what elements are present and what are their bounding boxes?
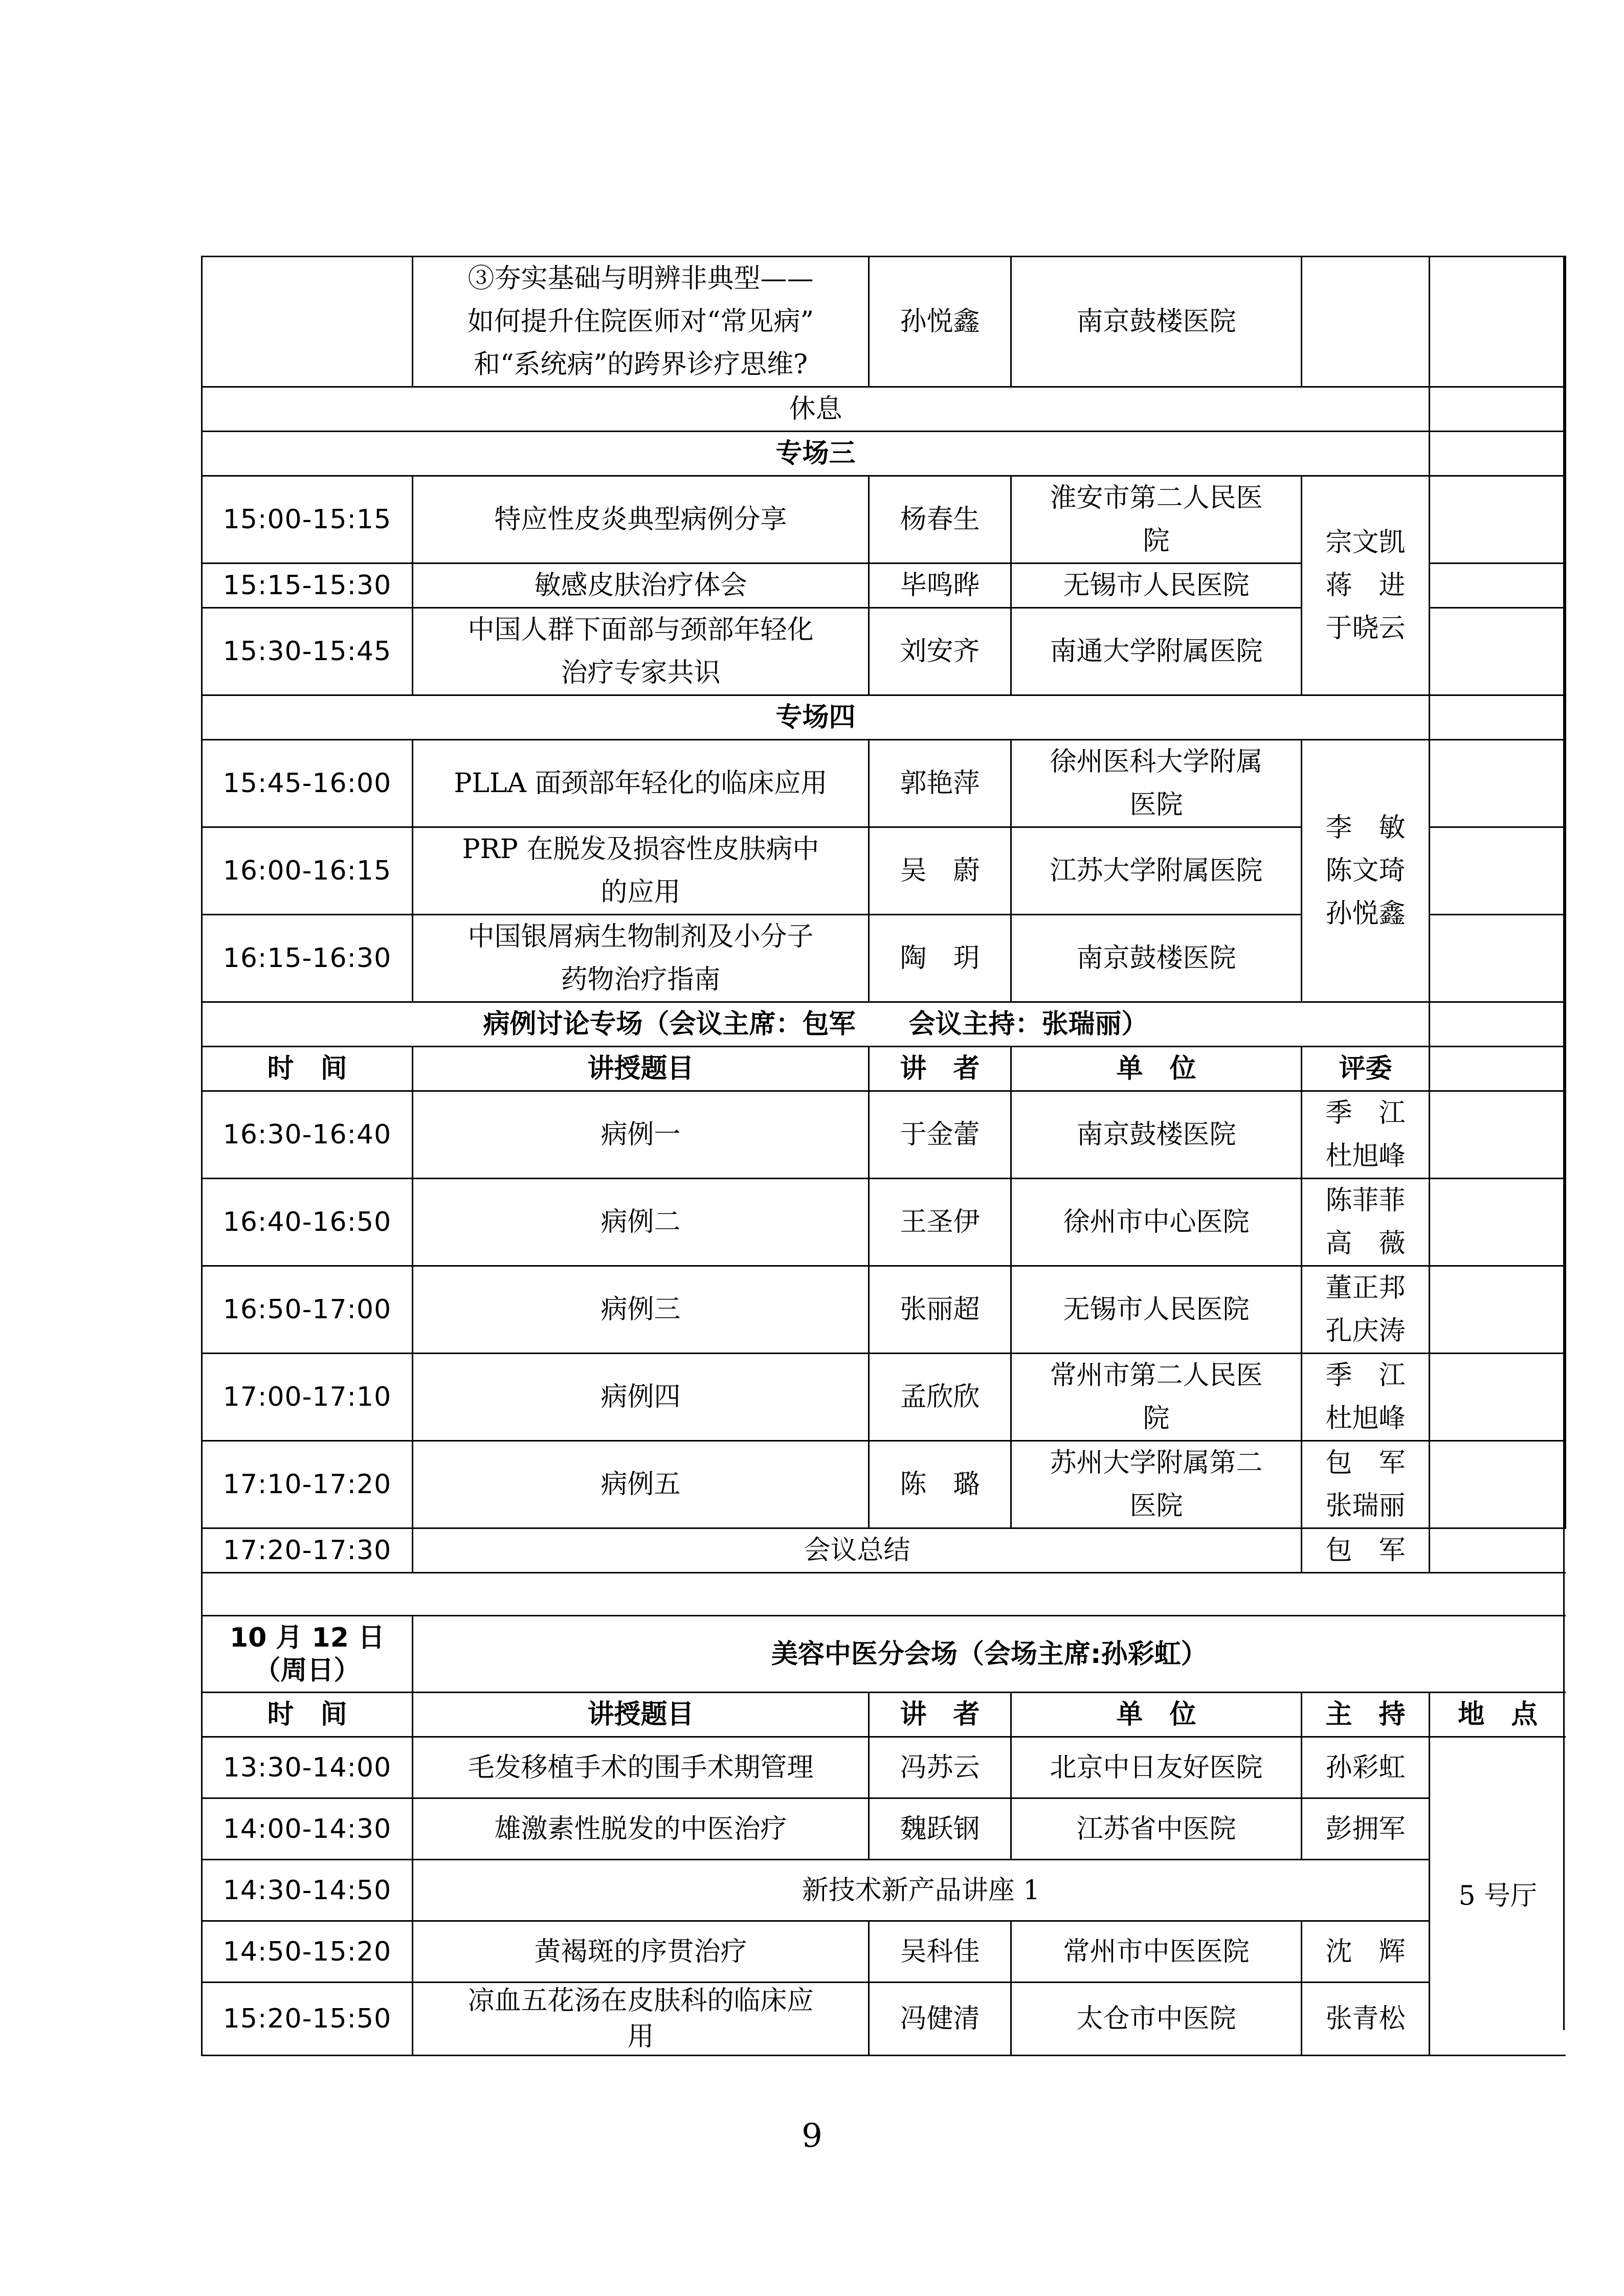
host-cell: 李 敏 陈文琦 孙悦鑫 (1302, 740, 1430, 1002)
blank-cell (1430, 1002, 1566, 1047)
topic-cell: 敏感皮肤治疗体会 (413, 564, 869, 608)
header-judge: 评委 (1302, 1047, 1430, 1091)
time-cell: 13:30-14:00 (202, 1737, 413, 1798)
speaker-cell: 陈 璐 (869, 1441, 1011, 1528)
speaker-cell: 吴科佳 (869, 1921, 1011, 1983)
unit-cell: 江苏大学附属医院 (1011, 827, 1302, 915)
speaker-cell: 冯健清 (869, 1983, 1011, 2056)
date-cell: 10 月 12 日 （周日） (202, 1616, 413, 1693)
column-header-row (202, 1047, 1566, 1091)
time-cell: 14:50-15:20 (202, 1921, 413, 1983)
unit-cell: 南京鼓楼医院 (1011, 1091, 1302, 1179)
time-cell: 15:20-15:50 (202, 1983, 413, 2056)
topic-cell: ③夯实基础与明辨非典型—— 如何提升住院医师对“常见病” 和“系统病”的跨界诊疗思维? (413, 257, 869, 387)
judge-cell: 董正邦 孔庆涛 (1302, 1266, 1430, 1354)
speaker-cell: 陶 玥 (869, 915, 1011, 1002)
table-row (202, 1266, 1566, 1354)
topic-cell: 病例三 (413, 1266, 869, 1354)
time-cell: 16:00-16:15 (202, 827, 413, 915)
header-topic: 讲授题目 (413, 1693, 869, 1737)
time-cell: 15:15-15:30 (202, 564, 413, 608)
blank-cell (1430, 1441, 1566, 1528)
header-time: 时 间 (202, 1693, 413, 1737)
summary-row (202, 1528, 1566, 1573)
schedule-table (201, 256, 1566, 2056)
host-cell: 彭拥军 (1302, 1798, 1430, 1860)
table-row (202, 1737, 1566, 1798)
time-cell: 17:00-17:10 (202, 1354, 413, 1441)
time-cell: 17:10-17:20 (202, 1441, 413, 1528)
rest-label: 休息 (202, 387, 1430, 432)
time-cell: 16:15-16:30 (202, 915, 413, 1002)
speaker-cell: 毕鸣晔 (869, 564, 1011, 608)
table-row (202, 1441, 1566, 1528)
header-time: 时 间 (202, 1047, 413, 1091)
page-number: 9 (802, 2117, 822, 2155)
topic-cell: 病例二 (413, 1179, 869, 1266)
rest-row (202, 387, 1566, 432)
topic-cell: 病例五 (413, 1441, 869, 1528)
judge-cell: 包 军 张瑞丽 (1302, 1441, 1430, 1528)
blank-cell (1430, 740, 1566, 827)
session-header-row (202, 1002, 1566, 1047)
header-speaker: 讲 者 (869, 1047, 1011, 1091)
table-row (202, 1921, 1566, 1983)
blank-cell (1430, 1266, 1566, 1354)
unit-cell: 江苏省中医院 (1011, 1798, 1302, 1860)
time-cell: 17:20-17:30 (202, 1528, 413, 1573)
table-row (202, 1798, 1566, 1860)
unit-cell: 无锡市人民医院 (1011, 1266, 1302, 1354)
judge-cell: 季 江 杜旭峰 (1302, 1091, 1430, 1179)
unit-cell: 徐州医科大学附属 医院 (1011, 740, 1302, 827)
blank-cell (1430, 608, 1566, 695)
unit-cell: 南京鼓楼医院 (1011, 257, 1302, 387)
blank-cell (1430, 387, 1566, 432)
header-speaker: 讲 者 (869, 1693, 1011, 1737)
speaker-cell: 郭艳萍 (869, 740, 1011, 827)
header-unit: 单 位 (1011, 1047, 1302, 1091)
time-cell: 15:45-16:00 (202, 740, 413, 827)
blank-cell (1430, 564, 1566, 608)
spacer-row (202, 1573, 1566, 1616)
session-title: 病例讨论专场（会议主席：包军 会议主持：张瑞丽） (202, 1002, 1430, 1047)
time-cell: 14:30-14:50 (202, 1860, 413, 1921)
column-header-row (202, 1693, 1566, 1737)
session-title: 美容中医分会场（会场主席:孙彩虹） (413, 1616, 1566, 1693)
topic-cell: 中国人群下面部与颈部年轻化 治疗专家共识 (413, 608, 869, 695)
time-cell: 15:00-15:15 (202, 476, 413, 564)
header-topic: 讲授题目 (413, 1047, 869, 1091)
speaker-cell: 刘安齐 (869, 608, 1011, 695)
speaker-cell: 杨春生 (869, 476, 1011, 564)
blank-cell (1430, 827, 1566, 915)
speaker-cell: 冯苏云 (869, 1737, 1011, 1798)
spacer-cell (202, 1573, 1566, 1616)
host-cell: 张青松 (1302, 1983, 1430, 2056)
table-row (202, 257, 1566, 387)
judge-cell: 包 军 (1302, 1528, 1430, 1573)
speaker-cell: 孟欣欣 (869, 1354, 1011, 1441)
session-header-row (202, 695, 1566, 740)
blank-cell (1430, 915, 1566, 1002)
topic-cell: 病例一 (413, 1091, 869, 1179)
unit-cell: 淮安市第二人民医 院 (1011, 476, 1302, 564)
table-row (202, 740, 1566, 827)
speaker-cell: 王圣伊 (869, 1179, 1011, 1266)
summary-label: 会议总结 (413, 1528, 1302, 1573)
time-cell: 14:00-14:30 (202, 1798, 413, 1860)
session-header-row (202, 432, 1566, 476)
blank-cell (1430, 695, 1566, 740)
judge-cell: 季 江 杜旭峰 (1302, 1354, 1430, 1441)
time-cell (202, 257, 413, 387)
time-cell: 16:30-16:40 (202, 1091, 413, 1179)
host-cell: 孙彩虹 (1302, 1737, 1430, 1798)
blank-cell (1430, 257, 1566, 387)
topic-cell: PLLA 面颈部年轻化的临床应用 (413, 740, 869, 827)
judge-cell: 陈菲菲 高 薇 (1302, 1179, 1430, 1266)
speaker-cell: 张丽超 (869, 1266, 1011, 1354)
blank-cell (1430, 1091, 1566, 1179)
topic-cell: 病例四 (413, 1354, 869, 1441)
unit-cell: 北京中日友好医院 (1011, 1737, 1302, 1798)
speaker-cell: 吴 蔚 (869, 827, 1011, 915)
speaker-cell: 于金蕾 (869, 1091, 1011, 1179)
session-title: 专场四 (202, 695, 1430, 740)
blank-cell (1430, 1354, 1566, 1441)
blank-cell (1430, 476, 1566, 564)
topic-cell: PRP 在脱发及损容性皮肤病中 的应用 (413, 827, 869, 915)
topic-cell: 中国银屑病生物制剂及小分子 药物治疗指南 (413, 915, 869, 1002)
lecture-label: 新技术新产品讲座 1 (413, 1860, 1430, 1921)
table-row (202, 1179, 1566, 1266)
unit-cell: 徐州市中心医院 (1011, 1179, 1302, 1266)
host-cell: 沈 辉 (1302, 1921, 1430, 1983)
unit-cell: 南通大学附属医院 (1011, 608, 1302, 695)
table-row (202, 1354, 1566, 1441)
session-title: 专场三 (202, 432, 1430, 476)
host-cell (1302, 257, 1430, 387)
speaker-cell: 魏跃钢 (869, 1798, 1011, 1860)
topic-cell: 雄激素性脱发的中医治疗 (413, 1798, 869, 1860)
venue-cell: 5 号厅 (1430, 1737, 1566, 2056)
time-cell: 16:50-17:00 (202, 1266, 413, 1354)
time-cell: 16:40-16:50 (202, 1179, 413, 1266)
header-unit: 单 位 (1011, 1693, 1302, 1737)
topic-cell: 特应性皮炎典型病例分享 (413, 476, 869, 564)
lecture-row (202, 1860, 1566, 1921)
session-header-row (202, 1616, 1566, 1693)
header-host: 主 持 (1302, 1693, 1430, 1737)
blank-cell (1430, 1047, 1566, 1091)
unit-cell: 太仓市中医院 (1011, 1983, 1302, 2056)
topic-cell: 黄褐斑的序贯治疗 (413, 1921, 869, 1983)
unit-cell: 苏州大学附属第二 医院 (1011, 1441, 1302, 1528)
unit-cell: 无锡市人民医院 (1011, 564, 1302, 608)
table-row (202, 476, 1566, 564)
blank-cell (1430, 432, 1566, 476)
time-cell: 15:30-15:45 (202, 608, 413, 695)
unit-cell: 常州市第二人民医 院 (1011, 1354, 1302, 1441)
table-row (202, 1091, 1566, 1179)
speaker-cell: 孙悦鑫 (869, 257, 1011, 387)
host-cell: 宗文凯 蒋 进 于晓云 (1302, 476, 1430, 695)
unit-cell: 常州市中医医院 (1011, 1921, 1302, 1983)
header-venue: 地 点 (1430, 1693, 1566, 1737)
topic-cell: 凉血五花汤在皮肤科的临床应 用 (413, 1983, 869, 2056)
blank-cell (1430, 1179, 1566, 1266)
topic-cell: 毛发移植手术的围手术期管理 (413, 1737, 869, 1798)
blank-cell (1430, 1528, 1566, 1573)
table-row (202, 1983, 1566, 2056)
unit-cell: 南京鼓楼医院 (1011, 915, 1302, 1002)
